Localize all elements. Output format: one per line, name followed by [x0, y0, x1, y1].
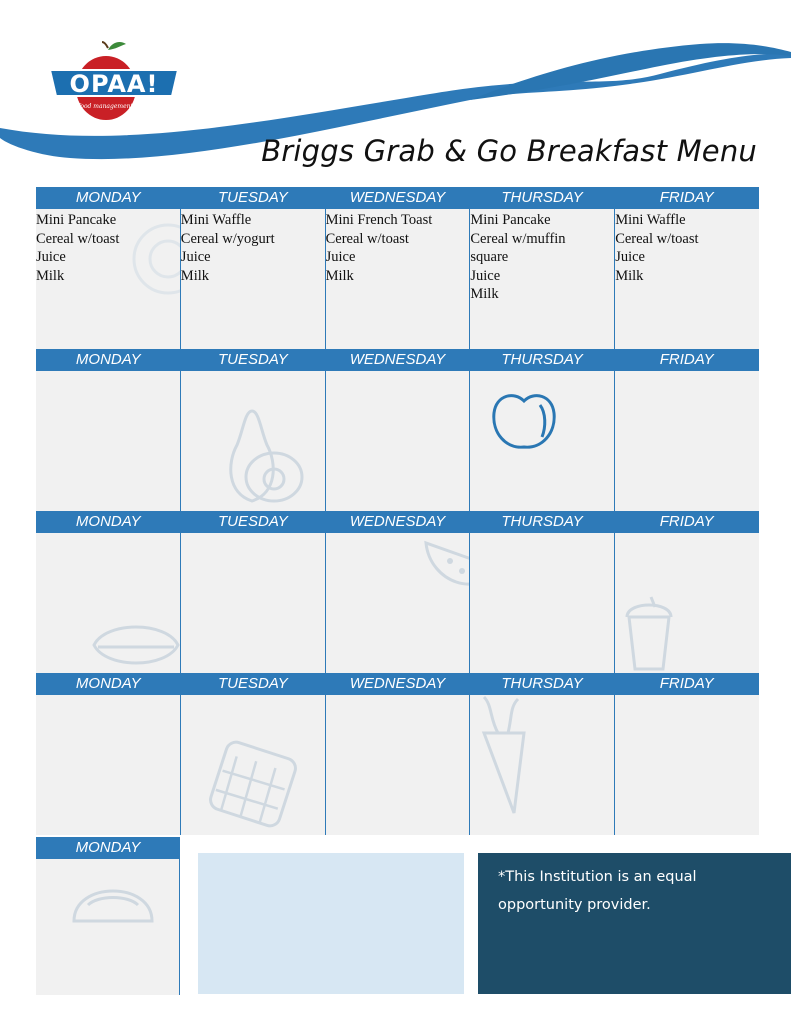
- menu-cell-monday: [36, 695, 180, 835]
- day-header-monday: MONDAY: [75, 351, 141, 368]
- blank-info-box: [198, 853, 464, 994]
- day-header-row: [36, 837, 180, 859]
- day-cells-row: [36, 859, 180, 999]
- menu-cell-friday: [614, 209, 759, 349]
- menu-item: Cereal w/toast: [325, 230, 409, 247]
- sandwich-icon: [86, 615, 180, 673]
- menu-item: Mini Pancake: [36, 212, 117, 228]
- waffle-icon: [203, 739, 303, 835]
- menu-item: Juice: [470, 267, 501, 284]
- menu-item: Milk: [36, 267, 65, 284]
- carrot-icon: [470, 695, 540, 829]
- menu-item: Cereal w/toast: [615, 230, 699, 247]
- menu-item: Juice: [615, 249, 645, 265]
- page-title: Briggs Grab & Go Breakfast Menu: [261, 134, 757, 168]
- menu-item: Milk: [470, 286, 499, 302]
- smoothie-cup-icon: [619, 593, 679, 673]
- day-cells-row: [36, 209, 759, 349]
- menu-item: Juice: [36, 249, 66, 265]
- menu-week-5: [36, 837, 180, 999]
- menu-item: Cereal w/yogurt: [180, 230, 275, 247]
- day-header-monday: MONDAY: [75, 675, 141, 692]
- apple-outline-icon: [484, 383, 564, 469]
- menu-cell-wednesday: [325, 371, 470, 511]
- menu-item: Mini Waffle: [180, 212, 252, 228]
- day-header-row: [36, 187, 759, 209]
- menu-week-5: [36, 837, 180, 999]
- day-header-friday: FRIDAY: [659, 351, 714, 368]
- menu-cell-tuesday: [180, 209, 325, 349]
- day-header-row: [36, 673, 759, 695]
- menu-cell-friday: [614, 371, 759, 511]
- day-header-thursday: THURSDAY: [501, 675, 583, 692]
- menu-week-3: [36, 511, 759, 673]
- menu-cell-thursday: [469, 533, 614, 673]
- day-cells-row: [36, 533, 759, 673]
- day-header-monday: MONDAY: [75, 189, 141, 206]
- day-header-thursday: THURSDAY: [501, 189, 583, 206]
- day-cells-row: [36, 371, 759, 511]
- menu-cell-wednesday: [325, 695, 470, 835]
- menu-item: Milk: [180, 267, 209, 284]
- day-header-friday: FRIDAY: [659, 189, 714, 206]
- day-header-row: [36, 349, 759, 371]
- menu-cell-wednesday: [325, 533, 470, 673]
- day-cells-row: [36, 695, 759, 835]
- menu-item: Juice: [325, 249, 356, 265]
- day-header-wednesday: WEDNESDAY: [349, 189, 446, 206]
- watermelon-icon: [420, 533, 470, 609]
- taco-icon: [68, 861, 158, 937]
- opaa-logo: [46, 40, 186, 126]
- menu-item: Mini French Toast: [325, 212, 433, 228]
- menu-item: Mini Pancake: [470, 212, 551, 228]
- day-header-tuesday: TUESDAY: [218, 351, 288, 368]
- menu-item: Cereal w/toast: [36, 230, 120, 247]
- day-header-monday: MONDAY: [75, 839, 141, 856]
- day-header-wednesday: WEDNESDAY: [349, 513, 446, 530]
- menu-cell-friday: [614, 695, 759, 835]
- day-header-thursday: THURSDAY: [501, 513, 583, 530]
- menu-cell-thursday: [469, 695, 614, 835]
- menu-cell-tuesday: [180, 533, 325, 673]
- menu-cell-monday: [36, 371, 180, 511]
- day-header-row: [36, 511, 759, 533]
- equal-opportunity-notice: [478, 853, 791, 994]
- menu-week-4: [36, 673, 759, 835]
- menu-item: Juice: [180, 249, 211, 265]
- menu-item: Mini Waffle: [615, 212, 686, 228]
- day-header-tuesday: TUESDAY: [218, 513, 288, 530]
- day-header-friday: FRIDAY: [659, 675, 714, 692]
- menu-cell-monday: [36, 533, 180, 673]
- logo-text: OPAA!: [69, 70, 159, 98]
- day-header-friday: FRIDAY: [659, 513, 714, 530]
- day-header-tuesday: TUESDAY: [218, 189, 288, 206]
- menu-grid: [36, 187, 759, 835]
- menu-cell-thursday: [469, 209, 614, 349]
- day-header-wednesday: WEDNESDAY: [349, 675, 446, 692]
- menu-item: Milk: [325, 267, 354, 284]
- day-header-monday: MONDAY: [75, 513, 141, 530]
- menu-item: Milk: [615, 267, 644, 284]
- menu-cell-monday: [36, 859, 180, 995]
- menu-cell-tuesday: [180, 695, 325, 835]
- day-header-thursday: THURSDAY: [501, 351, 583, 368]
- notice-text: *This Institution is an equal opportunity provider.: [498, 869, 697, 913]
- menu-cell-thursday: [469, 371, 614, 511]
- day-header-tuesday: TUESDAY: [218, 675, 288, 692]
- avocado-icon: [239, 441, 309, 511]
- menu-item: Cereal w/muffin: [470, 230, 566, 247]
- logo-subtext: food management inc.: [78, 103, 146, 110]
- day-header-wednesday: WEDNESDAY: [349, 351, 446, 368]
- menu-cell-wednesday: [325, 209, 470, 349]
- menu-item: square: [470, 249, 509, 265]
- menu-week-1: [36, 187, 759, 349]
- menu-week-2: [36, 349, 759, 511]
- menu-cell-monday: [36, 209, 180, 349]
- menu-cell-friday: [614, 533, 759, 673]
- menu-cell-tuesday: [180, 371, 325, 511]
